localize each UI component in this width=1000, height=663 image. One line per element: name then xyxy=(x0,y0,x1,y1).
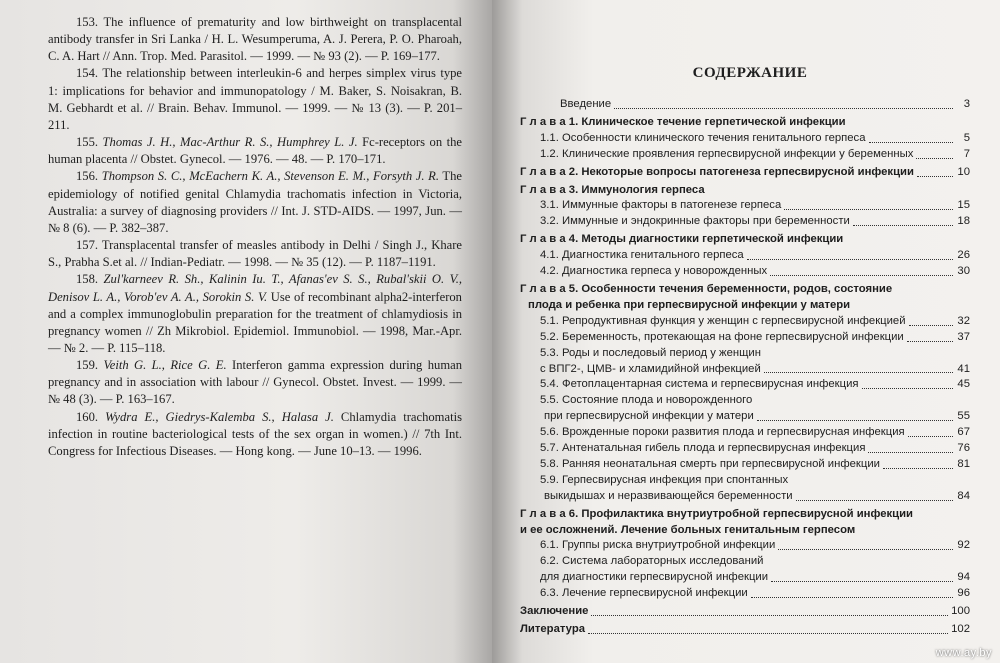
toc-entry-intro: Введение 3 xyxy=(560,98,970,110)
reference-text: The epidemiology of notified genital Chlamydia trachomatis infection in Victoria, Australia: a survey of diagnosing providers // Int. J. STD-AIDS. — 1997, Jun. — № 8 (6). — P. 382–387. xyxy=(48,169,463,235)
reference-entry xyxy=(48,271,462,357)
toc-entry-5-7: 5.7. Антенатальная гибель плода и герпесвирусная инфекция 76 xyxy=(540,442,970,455)
reference-text: The relationship between interleukin-6 and herpes simplex virus type 1: implications for behavior and immunopatology / M. Baker, S. Noisakran, B. M. Gebhardt et al. // Brain. Behav. Immunol. — 1999. — № 13 (3). — P. 201–211. xyxy=(48,66,463,132)
toc-chapter-5: Г л а в а 5. Особенности течения беременности, родов, состояние плода и ребенка при герпесвирусной инфекции у матери xyxy=(520,282,893,311)
toc-entry-5-5-line1: 5.5. Состояние плода и новорожденного xyxy=(540,394,753,407)
toc-entry-5-5: при герпесвирусной инфекции у матери 55 xyxy=(544,410,970,423)
toc-entry-5-3: с ВПГ2-, ЦМВ- и хламидийной инфекцией 41 xyxy=(540,362,970,375)
reference-text: Use of recombinant alpha2-interferon and a complex immunoglobulin preparation for the treatment of chlamydiosis in pregnancy women // Zh Mikrobiol. Epidemiol. Immunobiol. — 1998, Mar.-Apr. — № 2. — P. 115–118. xyxy=(48,289,462,355)
reference-text: Transplacental transfer of measles antibody in Delhi / Singh J., Khare S., Prabha S.et al. // Indian-Pediatr. — 1998. — № 35 (12). — P. 1187–1191. xyxy=(48,238,463,270)
reference-list xyxy=(48,14,462,460)
reference-text: The influence of prematurity and low birthweight on transplacental antibody transfer in Sri Lanka / H. L. Wesumperuma, A. J. Perera, P. O. Pharoah, C. A. Hart // Ann. Trop. Med. Parasitol. — 1999. — № 93 (2). — P. 169–177. xyxy=(48,15,462,64)
reference-number: 153. xyxy=(76,15,99,29)
reference-authors: Wydra E., Giedrys-Kalemba S., Halasa J. xyxy=(105,409,334,424)
toc-entry-6-3: 6.3. Лечение герпесвирусной инфекции 96 xyxy=(540,587,970,600)
reference-entry xyxy=(48,14,462,65)
reference-authors: Zul'karneev R. Sh., Kalinin Iu. T., Afanas'ev S. S., Rubal'skii O. V., Denisov L. A., Vorob'ev A. A., Sorokin S. V. xyxy=(48,272,462,304)
toc-entry-6-2: для диагностики герпесвирусной инфекции 94 xyxy=(540,571,970,584)
reference-number: 156. xyxy=(76,169,99,184)
toc-entry-conclusion: Заключение 100 xyxy=(520,605,970,618)
toc-chapter-4: Г л а в а 4. Методы диагностики герпетической инфекции xyxy=(520,233,844,246)
reference-text: Fc-receptors on the human placenta // Obstet. Gynecol. — 1976. — 48. — P. 170–171. xyxy=(48,135,462,167)
right-page xyxy=(492,0,1000,663)
toc-entry-3-1: 3.1. Иммунные факторы в патогенезе герпеса 15 xyxy=(540,199,970,212)
toc-entry-literature: Литература 102 xyxy=(520,623,970,635)
toc-entry-5-9: выкидышах и неразвивающейся беременности 84 xyxy=(544,489,970,502)
reference-number: 160. xyxy=(76,409,99,424)
reference-number: 154. xyxy=(76,66,99,81)
reference-entry xyxy=(48,134,462,168)
toc-entry-4-1: 4.1. Диагностика генитального герпеса 26 xyxy=(540,249,970,262)
toc-entry-4-2: 4.2. Диагностика герпеса у новорожденных 30 xyxy=(540,265,970,278)
toc-chapter-3: Г л а в а 3. Иммунология герпеса xyxy=(520,183,705,196)
reference-number: 157. xyxy=(76,238,99,253)
toc-entry-1-1: 1.1. Особенности клинического течения генитального герпеса 5 xyxy=(540,131,970,144)
reference-text: Interferon gamma expression during human pregnancy and in association with labour // Gynecol. Obstet. Invest. — 1999. — № 48 (3). — P. 163–167. xyxy=(48,358,462,407)
reference-authors: Thompson S. C., McEachern K. A., Stevenson E. M., Forsyth J. R. xyxy=(101,169,440,184)
reference-number: 155. xyxy=(76,135,99,150)
toc-entry-5-6: 5.6. Врожденные пороки развития плода и герпесвирусная инфекция 67 xyxy=(540,426,970,439)
table-of-contents xyxy=(520,97,970,638)
watermark: www.ay.by xyxy=(935,647,992,659)
reference-number: 159. xyxy=(76,358,99,373)
reference-entry xyxy=(48,168,462,237)
toc-entry-6-1: 6.1. Группы риска внутриутробной инфекции 92 xyxy=(540,539,970,552)
toc-entry-5-4: 5.4. Фетоплацентарная система и герпесвирусная инфекция 45 xyxy=(540,378,970,391)
reference-entry xyxy=(48,357,462,408)
reference-authors: Thomas J. H., Mac-Arthur R. S., Humphrey L. J. xyxy=(102,135,358,150)
reference-entry xyxy=(48,65,462,134)
toc-entry-6-2-line1: 6.2. Система лабораторных исследований xyxy=(540,555,764,568)
toc-title: СОДЕРЖАНИЕ xyxy=(692,65,808,81)
reference-authors: Veith G. L., Rice G. E. xyxy=(103,358,227,373)
reference-entry xyxy=(48,409,462,460)
reference-text: Chlamydia trachomatis infection in routine bacteriological tests of the sex organ in women.) // 7th Int. Congress for Infectious Diseases. — Hong kong. — June 10–13. — 1996. xyxy=(48,409,462,458)
toc-entry-5-9-line1: 5.9. Герпесвирусная инфекция при спонтанных xyxy=(540,473,789,486)
reference-number: 158. xyxy=(76,272,99,287)
toc-entry-1-2: 1.2. Клинические проявления герпесвирусной инфекции у беременных 7 xyxy=(540,147,970,160)
toc-entry-5-2: 5.2. Беременность, протекающая на фоне герпесвирусной инфекции 37 xyxy=(540,330,970,343)
toc-entry-5-8: 5.8. Ранняя неонатальная смерть при герпесвирусной инфекции 81 xyxy=(540,457,970,470)
toc-chapter-1: Г л а в а 1. Клиническое течение герпетической инфекции xyxy=(520,115,846,128)
left-page xyxy=(0,0,492,663)
toc-entry-3-2: 3.2. Иммунные и эндокринные факторы при беременности 18 xyxy=(540,215,970,228)
toc-entry-5-1: 5.1. Репродуктивная функция у женщин с герпесвирусной инфекцией 32 xyxy=(540,314,970,327)
toc-entry-5-3-line1: 5.3. Роды и последовый период у женщин xyxy=(540,346,761,359)
toc-chapter-2: Г л а в а 2. Некоторые вопросы патогенеза герпесвирусной инфекции 10 xyxy=(520,165,970,178)
toc-chapter-6: Г л а в а 6. Профилактика внутриутробной герпесвирусной инфекции и ее осложнений. Лечение больных генитальным герпесом xyxy=(520,507,914,536)
reference-entry xyxy=(48,237,462,271)
